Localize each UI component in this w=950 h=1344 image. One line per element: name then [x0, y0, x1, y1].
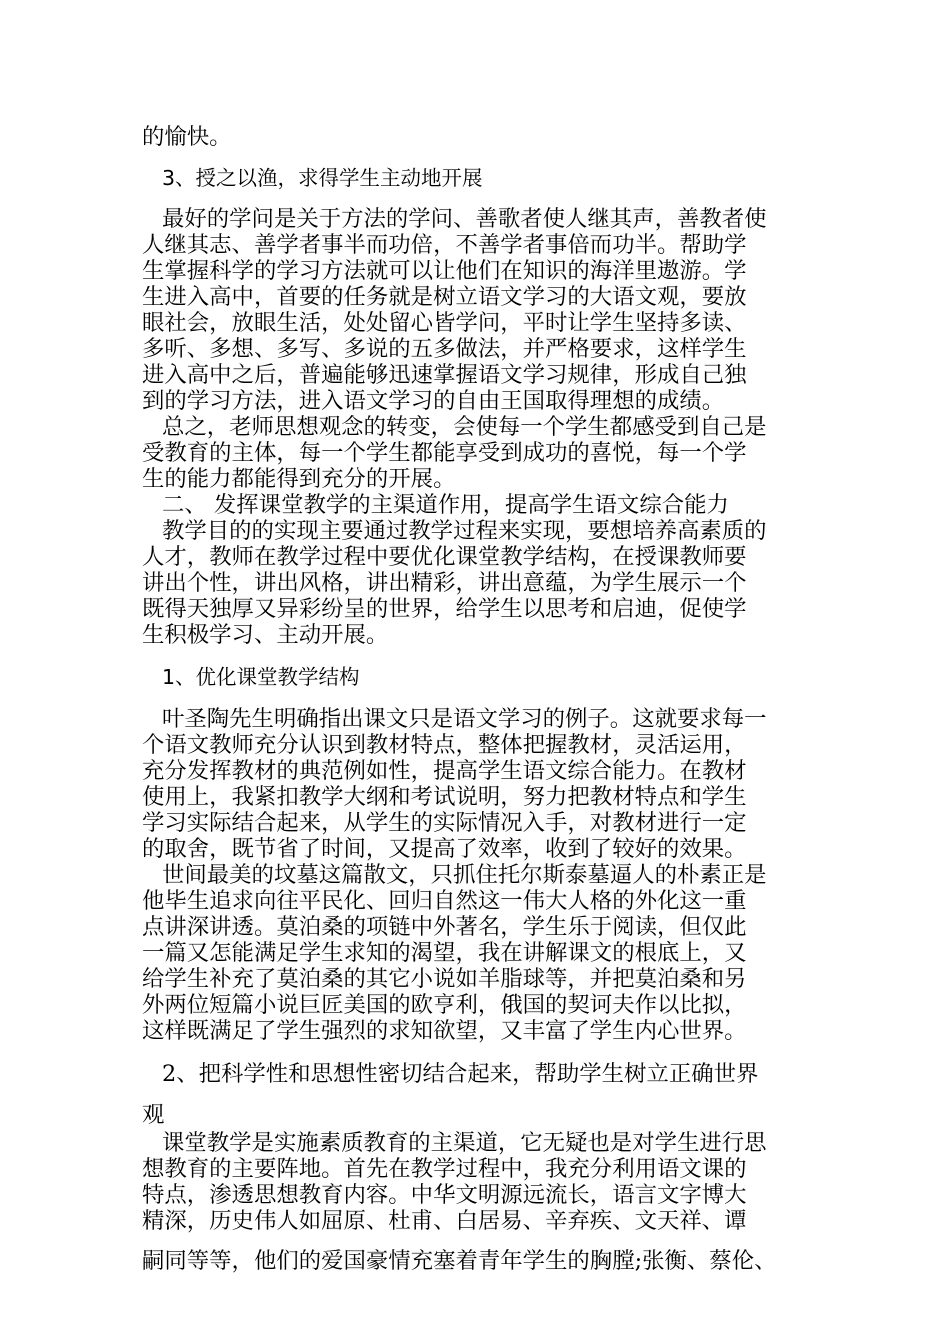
text-line: 多听、多想、多写、多说的五多做法，并严格要求，这样学生	[142, 336, 747, 362]
text-line: 到的学习方法，进入语文学习的自由王国取得理想的成绩。	[142, 388, 725, 414]
text-line: 个语文教师充分认识到教材特点，整体把握教材，灵活运用，	[142, 732, 747, 758]
text-line: 受教育的主体，每一个学生都能享受到成功的喜悦，每一个学	[142, 440, 747, 466]
text-line: 生积极学习、主动开展。	[142, 622, 389, 648]
text-line: 他毕生追求向往平民化、回归自然这一伟大人格的外化这一重	[142, 888, 747, 914]
section-heading: 二、 发挥课堂教学的主渠道作用，提高学生语文综合能力	[162, 492, 729, 518]
text-line: 人才，教师在教学过程中要优化课堂教学结构，在授课教师要	[142, 544, 747, 570]
text-line: 课堂教学是实施素质教育的主渠道，它无疑也是对学生进行思	[162, 1130, 767, 1156]
text-line: 外两位短篇小说巨匠美国的欧亨利，俄国的契诃夫作以比拟，	[142, 992, 747, 1018]
text-line: 使用上，我紧扣教学大纲和考试说明，努力把教材特点和学生	[142, 784, 747, 810]
text-line: 讲出个性，讲出风格，讲出精彩，讲出意蕴，为学生展示一个	[142, 570, 747, 596]
text-line: 充分发挥教材的典范例如性，提高学生语文综合能力。在教材	[142, 758, 747, 784]
text-line: 精深，历史伟人如屈原、杜甫、白居易、辛弃疾、文天祥、谭	[142, 1208, 747, 1234]
text-line: 总之，老师思想观念的转变，会使每一个学生都感受到自己是	[162, 414, 767, 440]
text-line: 点讲深讲透。莫泊桑的项链中外著名，学生乐于阅读，但仅此	[142, 914, 747, 940]
text-line: 生进入高中，首要的任务就是树立语文学习的大语文观，要放	[142, 284, 747, 310]
text-line: 的取舍，既节省了时间，又提高了效率，收到了较好的效果。	[142, 836, 747, 862]
text-line: 生的能力都能得到充分的开展。	[142, 466, 456, 492]
text-line: 观	[142, 1102, 165, 1128]
section-heading: 3、授之以渔，求得学生主动地开展	[162, 166, 483, 190]
section-heading: 2、把科学性和思想性密切结合起来，帮助学生树立正确世界	[162, 1061, 759, 1087]
text-line: 教学目的的实现主要通过教学过程来实现，要想培养高素质的	[162, 518, 767, 544]
text-line: 既得天独厚又异彩纷呈的世界，给学生以思考和启迪，促使学	[142, 596, 747, 622]
text-line: 的愉快。	[142, 124, 232, 150]
text-line: 叶圣陶先生明确指出课文只是语文学习的例子。这就要求每一	[162, 706, 767, 732]
text-line: 眼社会，放眼生活，处处留心皆学问，平时让学生坚持多读、	[142, 310, 747, 336]
text-line: 学习实际结合起来，从学生的实际情况入手，对教材进行一定	[142, 810, 747, 836]
text-line: 一篇又怎能满足学生求知的渴望，我在讲解课文的根底上，又	[142, 940, 747, 966]
section-heading: 1、优化课堂教学结构	[162, 665, 360, 689]
text-line: 给学生补充了莫泊桑的其它小说如羊脂球等，并把莫泊桑和另	[142, 966, 747, 992]
text-line: 进入高中之后，普遍能够迅速掌握语文学习规律，形成自己独	[142, 362, 747, 388]
text-line: 这样既满足了学生强烈的求知欲望，又丰富了学生内心世界。	[142, 1018, 747, 1044]
text-line: 人继其志、善学者事半而功倍，不善学者事倍而功半。帮助学	[142, 232, 747, 258]
text-line: 最好的学问是关于方法的学问、善歌者使人继其声，善教者使	[162, 206, 767, 232]
text-line: 生掌握科学的学习方法就可以让他们在知识的海洋里遨游。学	[142, 258, 747, 284]
text-line: 世间最美的坟墓这篇散文，只抓住托尔斯泰墓逼人的朴素正是	[162, 862, 767, 888]
text-line: 嗣同等等，他们的爱国豪情充塞着青年学生的胸膛;张衡、蔡伦、	[142, 1248, 777, 1274]
text-line: 特点，渗透思想教育内容。中华文明源远流长，语言文字博大	[142, 1182, 747, 1208]
text-line: 想教育的主要阵地。首先在教学过程中，我充分利用语文课的	[142, 1156, 747, 1182]
